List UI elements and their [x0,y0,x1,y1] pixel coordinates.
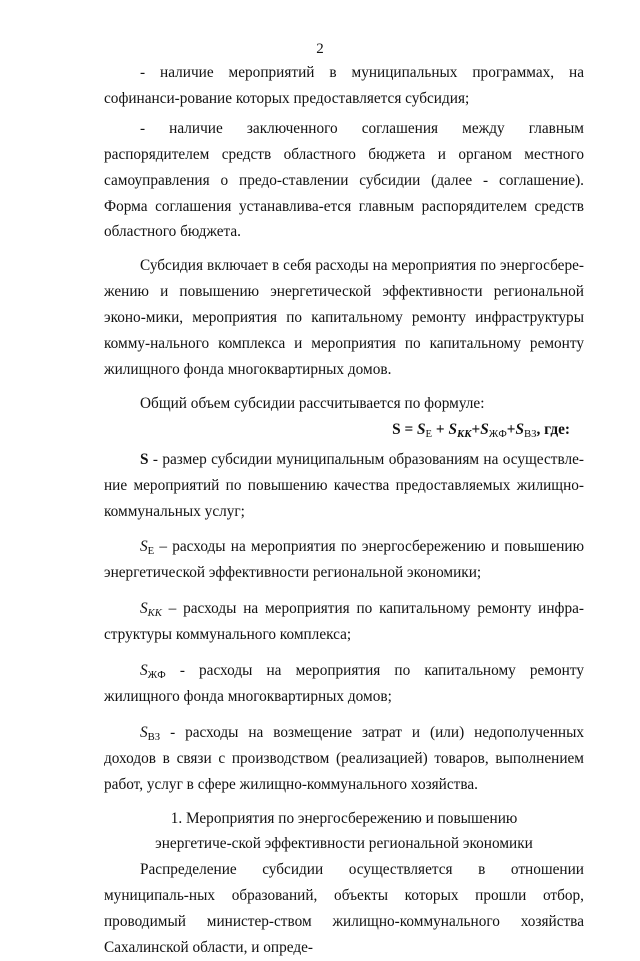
paragraph-distribution: Распределение субсидии осуществляется в отношении муниципаль-ных образований, объекты которых прошли отбор, проводимый министер-ством жилищно-коммунального хозяйства Сахалинской области, и опреде- [104,861,584,957]
paragraph-condition-agreement: - наличие заключенного соглашения между главным распорядителем средств областного бюджета и органом местного самоуправления о предо-ставлении субсидии (далее - соглашение). Форма соглашения устанавлива-ется главным распорядителем средств областного бюджета. [104,119,584,241]
section-heading: 1. Мероприятия по энергосбережению и повышению энергетиче-ской эффективности региональной экономики [155,809,533,853]
paragraph-condition-programs: - наличие мероприятий в муниципальных программах, на софинанси-рование которых предоставляется субсидия; [104,64,584,107]
definition-s: S - размер субсидии муниципальным образованиям на осуществле-ние мероприятий по повышению качества предоставляемых жилищно-коммунальных услуг; [104,450,584,520]
definition-se: $S_Е$ – расходы на мероприятия по энергосбережению и повышению энергетической эффективности региональной экономики; [104,538,584,582]
definition-svz: $S_{ВЗ}$ - расходы на возмещение затрат и (или) недополученных доходов в связи с производством (реализацией) товаров, выполнением работ, услуг в сфере жилищно-коммунального хозяйства. [104,723,584,793]
definition-skk: $S_{КК}$ – расходы на мероприятия по капитальному ремонту инфра-структуры коммунального комплекса; [104,600,584,644]
paragraph-subsidy-scope: Субсидия включает в себя расходы на мероприятия по энергосбере-жению и повышению энергетической эффективности региональной эконо-мики, мероприятия по капитальному ремонту инфраструктуры комму-нального комплекса и мероприятия по капитальному ремонту жилищного фонда многоквартирных домов. [104,257,584,378]
paragraph-formula-intro: Общий объем субсидии рассчитывается по формуле: [140,394,485,412]
page-number: 2 [316,41,324,57]
subsidy-formula: $S = S_Е + S_{КК}+S_{ЖФ}+S_{ВЗ}$, где: [392,420,570,440]
definition-szhf: $S_{ЖФ}$ - расходы на мероприятия по капитальному ремонту жилищного фонда многоквартирных домов; [104,662,584,705]
document-body [104,60,584,961]
